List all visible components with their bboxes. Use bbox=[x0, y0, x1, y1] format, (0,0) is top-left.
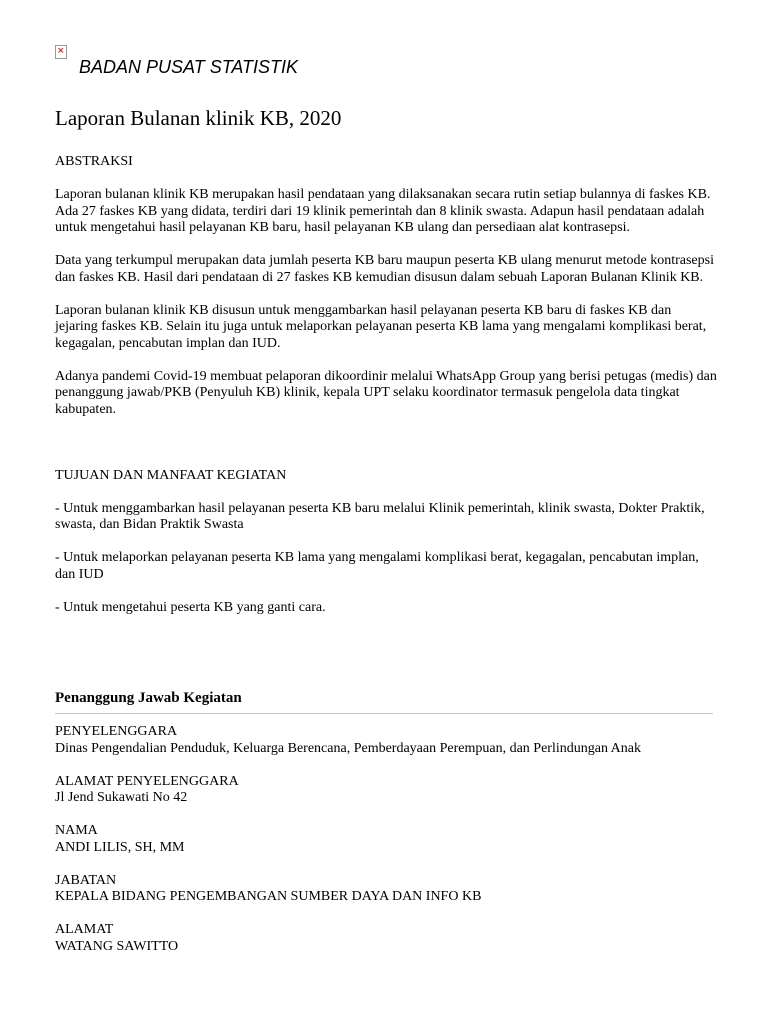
goal-item-3: - Untuk mengetahui peserta KB yang ganti cara. bbox=[55, 599, 326, 615]
field-label: NAMA bbox=[55, 823, 98, 838]
document-header bbox=[55, 0, 713, 100]
field-value: Jl Jend Sukawati No 42 bbox=[55, 790, 188, 805]
field-value: ANDI LILIS, SH, MM bbox=[55, 839, 185, 855]
field-label: ALAMAT bbox=[55, 922, 114, 937]
goal-item-2: - Untuk melaporkan pelayanan peserta KB lama yang mengalami komplikasi berat, kegagalan, pencabutan implan, dan IUD bbox=[55, 550, 699, 582]
document-body bbox=[55, 154, 717, 633]
field-address bbox=[55, 922, 713, 955]
field-organizer-address bbox=[55, 774, 713, 807]
goals-label: TUJUAN DAN MANFAAT KEGIATAN bbox=[55, 467, 287, 483]
agency-name: BADAN PUSAT STATISTIK bbox=[79, 57, 299, 77]
abstract-paragraph-3: Laporan bulanan klinik KB disusun untuk menggambarkan hasil pelayanan peserta KB baru di faskes KB dan jejaring faskes KB. Selain itu juga untuk melaporkan pelayanan peserta KB lama yang mengalami komplikasi berat, kegagalan, pencabutan implan dan IUD. bbox=[55, 302, 707, 351]
abstract-paragraph-4: Adanya pandemi Covid-19 membuat pelaporan dikoordinir melalui WhatsApp Group yang berisi petugas (medis) dan penanggung jawab/PKB (Penyuluh KB) klinik, kepala UPT selaku koordinator termasuk pengelola data tingkat kabupaten. bbox=[55, 368, 717, 417]
abstract-paragraph-2: Data yang terkumpul merupakan data jumlah peserta KB baru maupun peserta KB ulang menurut metode kontrasepsi dan faskes KB. Hasil dari pendataan di 27 faskes KB kemudian disusun dalam sebuah Laporan Bulanan Klinik KB. bbox=[55, 253, 714, 285]
field-name bbox=[55, 823, 713, 856]
goal-item-1: - Untuk menggambarkan hasil pelayanan peserta KB baru melalui Klinik pemerintah, klinik swasta, Dokter Praktik, swasta, dan Bidan Praktik Swasta bbox=[55, 500, 705, 532]
field-label: PENYELENGGARA bbox=[55, 724, 178, 739]
field-organizer bbox=[55, 724, 713, 757]
field-label: JABATAN bbox=[55, 872, 117, 888]
document-page bbox=[55, 0, 717, 954]
responsible-heading: Penanggung Jawab Kegiatan bbox=[55, 689, 713, 714]
broken-image-icon bbox=[55, 45, 67, 59]
field-value: KEPALA BIDANG PENGEMBANGAN SUMBER DAYA DAN INFO KB bbox=[55, 889, 482, 904]
section-spacer bbox=[55, 435, 717, 468]
report-title: Laporan Bulanan klinik KB, 2020 bbox=[55, 106, 342, 130]
field-value: WATANG SAWITTO bbox=[55, 938, 179, 954]
responsible-fields bbox=[55, 724, 713, 972]
abstract-label: ABSTRAKSI bbox=[55, 154, 133, 169]
field-value: Dinas Pengendalian Penduduk, Keluarga Berencana, Pemberdayaan Perempuan, dan Perlindungan Anak bbox=[55, 740, 642, 756]
field-position bbox=[55, 873, 713, 906]
broken-image-glyph: × bbox=[57, 46, 65, 56]
abstract-paragraph-1: Laporan bulanan klinik KB merupakan hasil pendataan yang dilaksanakan secara rutin setiap bulannya di faskes KB. Ada 27 faskes KB yang didata, terdiri dari 19 klinik pemerintah dan 8 klinik swasta. Adapun hasil pendataan adalah untuk mengetahui hasil pelayanan KB baru, hasil pelayanan KB ulang dan persediaan alat kontrasepsi. bbox=[55, 187, 711, 235]
field-label: ALAMAT PENYELENGGARA bbox=[55, 773, 239, 789]
